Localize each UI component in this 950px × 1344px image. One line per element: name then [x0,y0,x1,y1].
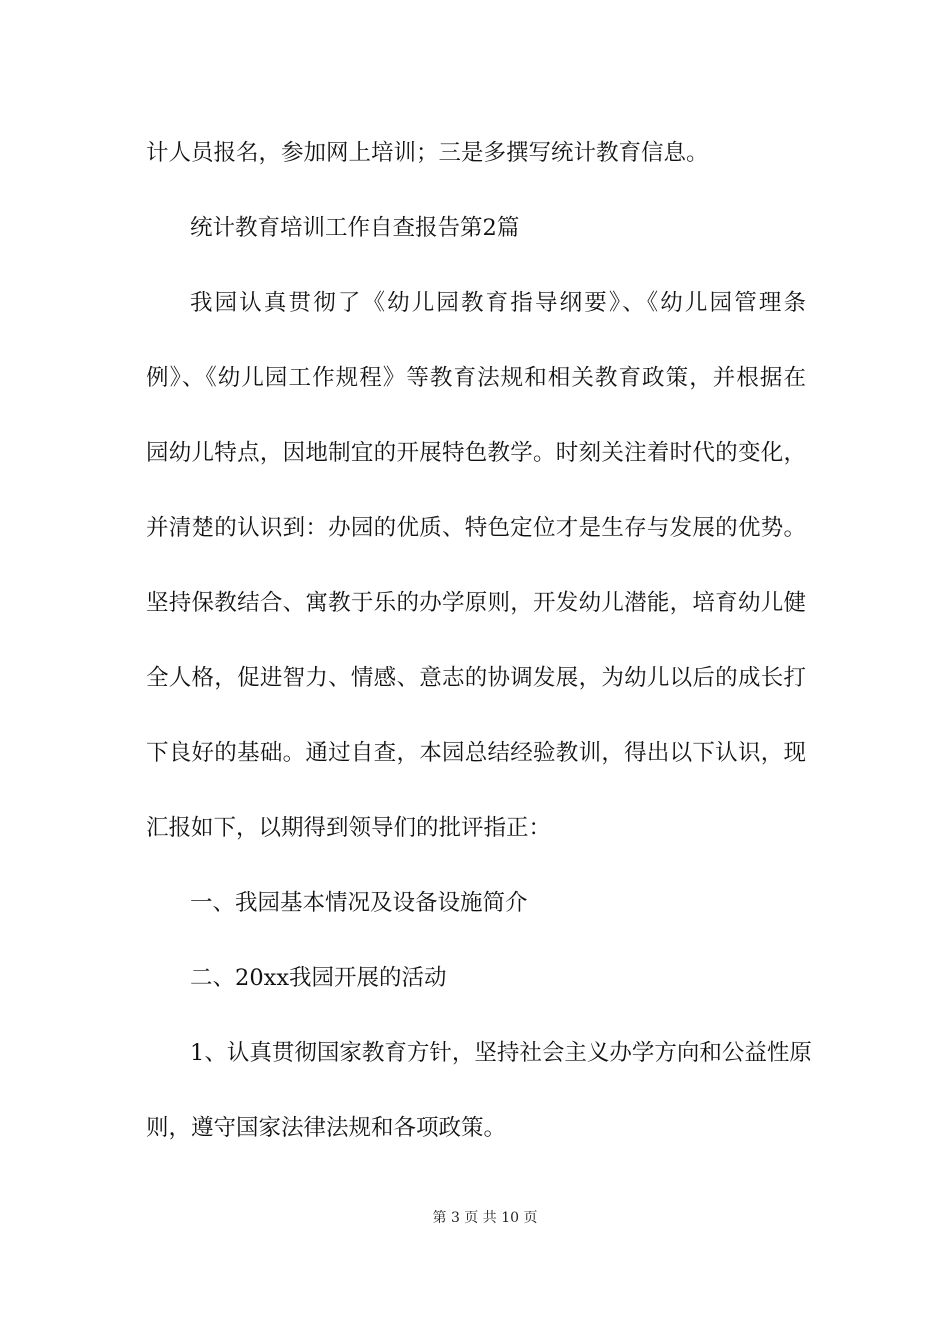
paragraph-line: 全人格，促进智力、情感、意志的协调发展，为幼儿以后的成长打 [146,665,806,691]
paragraph-line: 坚持保教结合、寓教于乐的办学原则，开发幼儿潜能，培育幼儿健 [146,590,806,616]
paragraph-line: 则，遵守国家法律法规和各项政策。 [146,1115,507,1141]
section-heading: 统计教育培训工作自查报告第2篇 [190,215,520,241]
list-heading: 二、20xx我园开展的活动 [190,965,447,991]
paragraph-line: 园幼儿特点，因地制宜的开展特色教学。时刻关注着时代的变化， [146,440,806,466]
list-heading: 一、我园基本情况及设备设施简介 [190,890,528,916]
paragraph-line: 汇报如下，以期得到领导们的批评指正： [146,815,552,841]
paragraph-line: 1、认真贯彻国家教育方针，坚持社会主义办学方向和公益性原 [190,1040,812,1066]
paragraph-line: 我园认真贯彻了《幼儿园教育指导纲要》、《幼儿园管理条 [190,290,806,316]
paragraph-line: 例》、《幼儿园工作规程》等教育法规和相关教育政策，并根据在 [146,365,806,391]
page-footer: 第 3 页 共 10 页 [432,1210,538,1226]
paragraph-line: 计人员报名，参加网上培训；三是多撰写统计教育信息。 [146,140,709,166]
paragraph-line: 下良好的基础。通过自查，本园总结经验教训，得出以下认识，现 [146,740,806,766]
paragraph-line: 并清楚的认识到：办园的优质、特色定位才是生存与发展的优势。 [146,515,806,541]
